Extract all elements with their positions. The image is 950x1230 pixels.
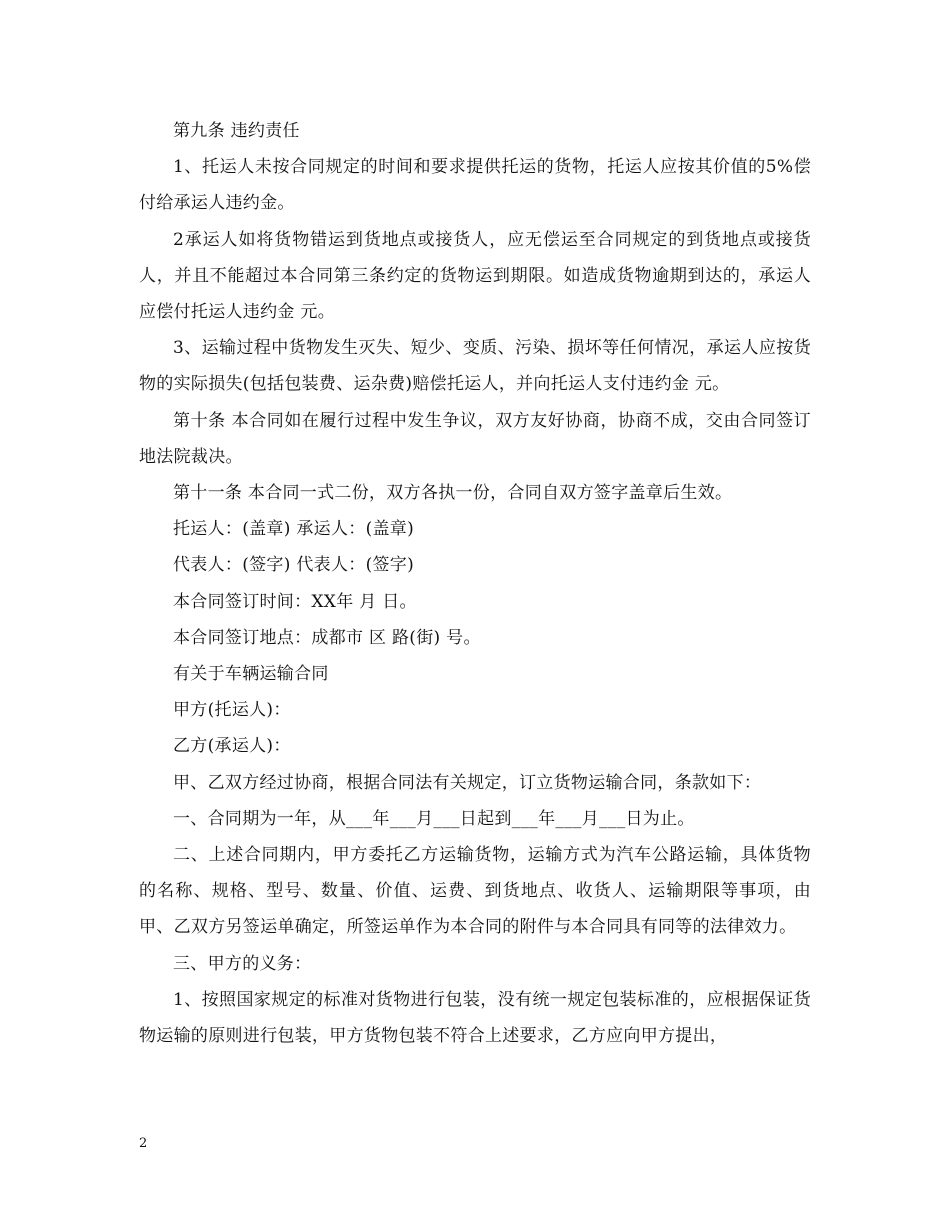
party-b: 乙方(承运人)：	[173, 736, 291, 757]
clause-2-scope: 二、上述合同期内，甲方委托乙方运输货物，运输方式为汽车公路运输，具体货物的名称、规格、型号、数量、价值、运费、到货地点、收货人、运输期限等事项，由甲、乙双方另签运单确定，所签运单作为本合同的附件与本合同具有同等的法律效力。	[139, 845, 811, 938]
article-11: 第十一条 本合同一式二份，双方各执一份，合同自双方签字盖章后生效。	[173, 483, 733, 504]
second-contract-title: 有关于车辆运输合同	[173, 664, 329, 685]
article-10: 第十条 本合同如在履行过程中发生争议，双方友好协商，协商不成，交由合同签订地法院裁决。	[139, 410, 811, 467]
signing-place: 本合同签订地点：成都市 区 路(街) 号。	[173, 627, 481, 648]
clause-1-term: 一、合同期为一年，从___年___月___日起到___年___月___日为止。	[173, 808, 695, 829]
clause-3-item-1: 1、按照国家规定的标准对货物进行包装，没有统一规定包装标准的，应根据保证货物运输的原则进行包装，甲方货物包装不符合上述要求，乙方应向甲方提出，	[139, 989, 811, 1047]
article-9-clause-3: 3、运输过程中货物发生灭失、短少、变质、污染、损坏等任何情况，承运人应按货物的实际损失(包括包装费、运杂费)赔偿托运人，并向托运人支付违约金 元。	[139, 338, 811, 395]
signature-seal-line: 托运人：(盖章) 承运人：(盖章)	[173, 519, 415, 540]
contract-body	[139, 113, 811, 1054]
signature-representative-line: 代表人：(签字) 代表人：(签字)	[173, 555, 415, 576]
party-a: 甲方(托运人)：	[173, 700, 291, 721]
clause-3-heading: 三、甲方的义务：	[173, 953, 312, 974]
article-9-clause-2: 2承运人如将货物错运到货地点或接货人，应无偿运至合同规定的到货地点或接货人，并且不能超过本合同第三条约定的货物运到期限。如造成货物逾期到达的，承运人应偿付托运人违约金 元。	[139, 229, 811, 323]
page-number: 2	[139, 1136, 148, 1151]
signing-date: 本合同签订时间：XX年 月 日。	[173, 591, 417, 612]
article-9-clause-1: 1、托运人未按合同规定的时间和要求提供托运的货物，托运人应按其价值的5%偿付给承运人违约金。	[139, 157, 811, 214]
contract-intro: 甲、乙双方经过协商，根据合同法有关规定，订立货物运输合同，条款如下：	[173, 772, 762, 793]
article-9-heading: 第九条 违约责任	[173, 121, 300, 141]
